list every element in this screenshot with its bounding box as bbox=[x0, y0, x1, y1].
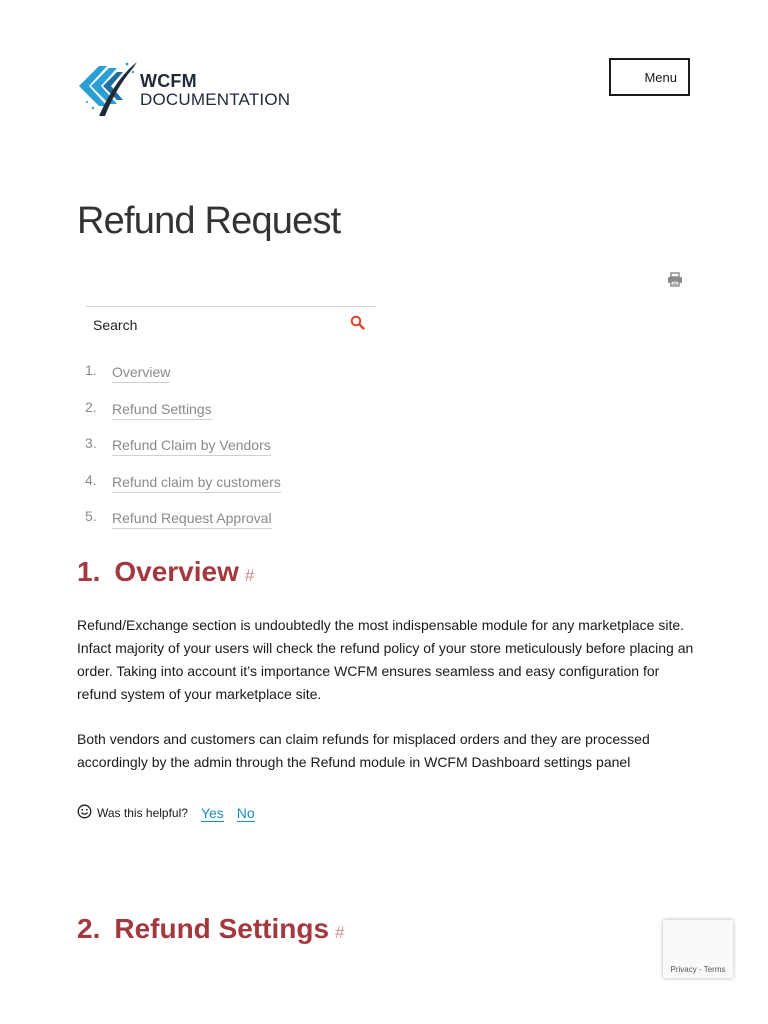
search-icon[interactable] bbox=[350, 315, 365, 335]
toc-link-refund-claim-customers[interactable]: Refund claim by customers bbox=[112, 472, 281, 493]
toc-item-number: 4. bbox=[85, 471, 97, 488]
overview-paragraph-1: Refund/Exchange section is undoubtedly the most indispensable module for any marketplace site. Infact majority of your users will check the refund policy of your store meticulously before placing an order. Taking into account it’s importance WCFM ensures seamless and easy configuration for refund system of your marketplace site. bbox=[77, 617, 694, 702]
toc-item bbox=[85, 362, 281, 399]
toc-link-refund-request-approval[interactable]: Refund Request Approval bbox=[112, 508, 272, 529]
section-number: 2. bbox=[77, 913, 101, 944]
feedback-yes-link[interactable]: Yes bbox=[200, 804, 224, 821]
toc-link-overview[interactable]: Overview bbox=[112, 362, 170, 383]
toc-item bbox=[85, 399, 281, 436]
toc-item-number: 5. bbox=[85, 508, 97, 524]
logo-wordmark bbox=[140, 72, 290, 108]
section-heading-refund-settings bbox=[77, 913, 345, 945]
section-anchor-link[interactable]: # bbox=[335, 923, 345, 942]
toc-item bbox=[85, 472, 281, 509]
toc-link-refund-settings[interactable]: Refund Settings bbox=[112, 399, 212, 420]
smiley-icon bbox=[77, 804, 92, 822]
logo-line-2: DOCUMENTATION bbox=[140, 90, 291, 109]
overview-paragraph-2: Both vendors and customers can claim refunds for misplaced orders and they are processed accordingly by the admin through the Refund module in WCFM Dashboard settings panel bbox=[77, 731, 650, 770]
toc-item bbox=[85, 435, 281, 472]
section-anchor-link[interactable]: # bbox=[244, 566, 255, 585]
site-logo[interactable] bbox=[77, 58, 291, 118]
recaptcha-links[interactable]: Privacy - Terms bbox=[670, 965, 726, 974]
toc-item-number: 1. bbox=[85, 362, 97, 378]
section-heading-overview bbox=[77, 556, 254, 588]
menu-button[interactable]: Menu bbox=[609, 58, 690, 96]
table-of-contents bbox=[85, 362, 281, 545]
toc-item-number: 3. bbox=[85, 435, 97, 451]
toc-item bbox=[85, 508, 281, 545]
printer-icon[interactable] bbox=[667, 272, 683, 292]
feedback-no-link[interactable]: No bbox=[236, 804, 255, 821]
feedback-bar bbox=[77, 804, 255, 822]
toc-item-number: 2. bbox=[85, 398, 97, 415]
search-input[interactable] bbox=[91, 313, 345, 337]
section-number: 1. bbox=[77, 556, 101, 587]
feedback-question: Was this helpful? bbox=[97, 806, 188, 820]
section-title: Overview bbox=[114, 556, 239, 587]
logo-line-1: WCFM bbox=[140, 71, 197, 91]
section-title: Refund Settings bbox=[114, 913, 330, 944]
toc-link-refund-claim-vendors[interactable]: Refund Claim by Vendors bbox=[112, 435, 271, 456]
recaptcha-badge[interactable] bbox=[663, 920, 733, 978]
wcfm-logo-icon bbox=[77, 58, 139, 118]
search-box bbox=[86, 306, 376, 339]
page-title: Refund Request bbox=[77, 200, 341, 242]
